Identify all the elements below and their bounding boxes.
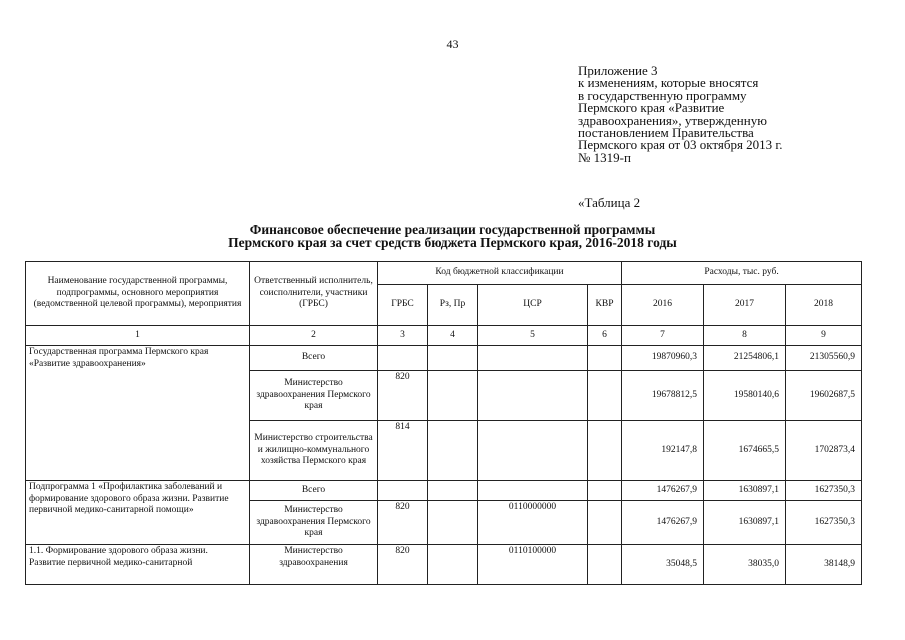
row-name: Подпрограмма 1 «Профилактика заболеваний и формирование здорового образа жизни. Развитие первичной медико-санитарной помощи» [26,481,250,545]
amount-2016: 1476267,9 [622,501,704,545]
column-number: 6 [588,326,622,346]
csr-cell [478,346,588,371]
header-rz-pr: Рз, Пр [428,285,478,326]
column-number: 7 [622,326,704,346]
appendix-line: Приложение 3 [578,63,658,78]
column-number-row [26,326,862,346]
header-kvr: КВР [588,285,622,326]
header-budget-code: Код бюджетной классификации [378,262,622,285]
amount-2018: 1702873,4 [786,421,862,481]
amount-2018: 21305560,9 [786,346,862,371]
amount-2017: 1674665,5 [704,421,786,481]
rz-pr-cell [428,346,478,371]
amount-2017: 21254806,1 [704,346,786,371]
financing-table [25,261,862,585]
appendix-line: постановлением Правительства [578,125,754,141]
csr-cell [478,371,588,421]
executor-cell: Министерство здравоохранения [250,545,378,585]
csr-cell [478,421,588,481]
amount-2016: 19678812,5 [622,371,704,421]
csr-cell [478,481,588,501]
amount-2016: 35048,5 [622,545,704,585]
title-line-2: Пермского края за счет средств бюджета Пермского края, 2016-2018 годы [228,235,677,250]
amount-2016: 192147,8 [622,421,704,481]
executor-cell: Министерство здравоохранения Пермского края [250,501,378,545]
column-number: 3 [378,326,428,346]
grbs-cell: 820 [378,545,428,585]
header-grbs: ГРБС [378,285,428,326]
rz-pr-cell [428,371,478,421]
column-number: 8 [704,326,786,346]
rz-pr-cell [428,501,478,545]
header-csr: ЦСР [478,285,588,326]
grbs-cell: 820 [378,371,428,421]
executor-cell: Всего [250,481,378,501]
row-name: 1.1. Формирование здорового образа жизни. Развитие первичной медико-санитарной [26,545,250,585]
kvr-cell [588,421,622,481]
appendix-block [578,65,783,164]
amount-2017: 38035,0 [704,545,786,585]
amount-2017: 19580140,6 [704,371,786,421]
column-number: 1 [26,326,250,346]
table-label: «Таблица 2 [578,195,641,210]
amount-2018: 1627350,3 [786,481,862,501]
appendix-line: Пермского края «Развитие [578,100,725,116]
row-name: Государственная программа Пермского края «Развитие здравоохранения» [26,346,250,481]
header-name: Наименование государственной программы, подпрограммы, основного мероприятия (ведомственной целевой программы), мероприятия [26,262,250,326]
table-row [26,545,862,585]
amount-2016: 19870960,3 [622,346,704,371]
column-number: 5 [478,326,588,346]
rz-pr-cell [428,481,478,501]
amount-2018: 38148,9 [786,545,862,585]
header-executor: Ответственный исполнитель, соисполнители, участники (ГРБС) [250,262,378,326]
table-row [26,346,862,371]
appendix-line: Пермского края от 03 октября 2013 г. [578,137,783,153]
rz-pr-cell [428,545,478,585]
column-number: 9 [786,326,862,346]
header-year-2018: 2018 [786,285,862,326]
appendix-line: в государственную программу [578,87,747,103]
appendix-line: № 1319-п [578,149,631,165]
title-line-1: Финансовое обеспечение реализации государственной программы [249,222,656,237]
kvr-cell [588,481,622,501]
amount-2017: 1630897,1 [704,481,786,501]
grbs-cell [378,346,428,371]
column-number: 4 [428,326,478,346]
header-year-2017: 2017 [704,285,786,326]
csr-cell: 0110000000 [478,501,588,545]
kvr-cell [588,371,622,421]
header-year-2016: 2016 [622,285,704,326]
kvr-cell [588,346,622,371]
header-expenses: Расходы, тыс. руб. [622,262,862,285]
table-row [26,481,862,501]
page-number: 43 [446,37,459,51]
rz-pr-cell [428,421,478,481]
amount-2018: 1627350,3 [786,501,862,545]
kvr-cell [588,545,622,585]
amount-2018: 19602687,5 [786,371,862,421]
executor-cell: Министерство здравоохранения Пермского края [250,371,378,421]
csr-cell: 0110100000 [478,545,588,585]
grbs-cell: 814 [378,421,428,481]
executor-cell: Министерство строительства и жилищно-коммунального хозяйства Пермского края [250,421,378,481]
amount-2017: 1630897,1 [704,501,786,545]
document-title [0,223,905,249]
column-number: 2 [250,326,378,346]
kvr-cell [588,501,622,545]
appendix-line: здравоохранения», утвержденную [578,112,767,128]
grbs-cell [378,481,428,501]
grbs-cell: 820 [378,501,428,545]
appendix-line: к изменениям, которые вносятся [578,75,759,91]
amount-2016: 1476267,9 [622,481,704,501]
executor-cell: Всего [250,346,378,371]
